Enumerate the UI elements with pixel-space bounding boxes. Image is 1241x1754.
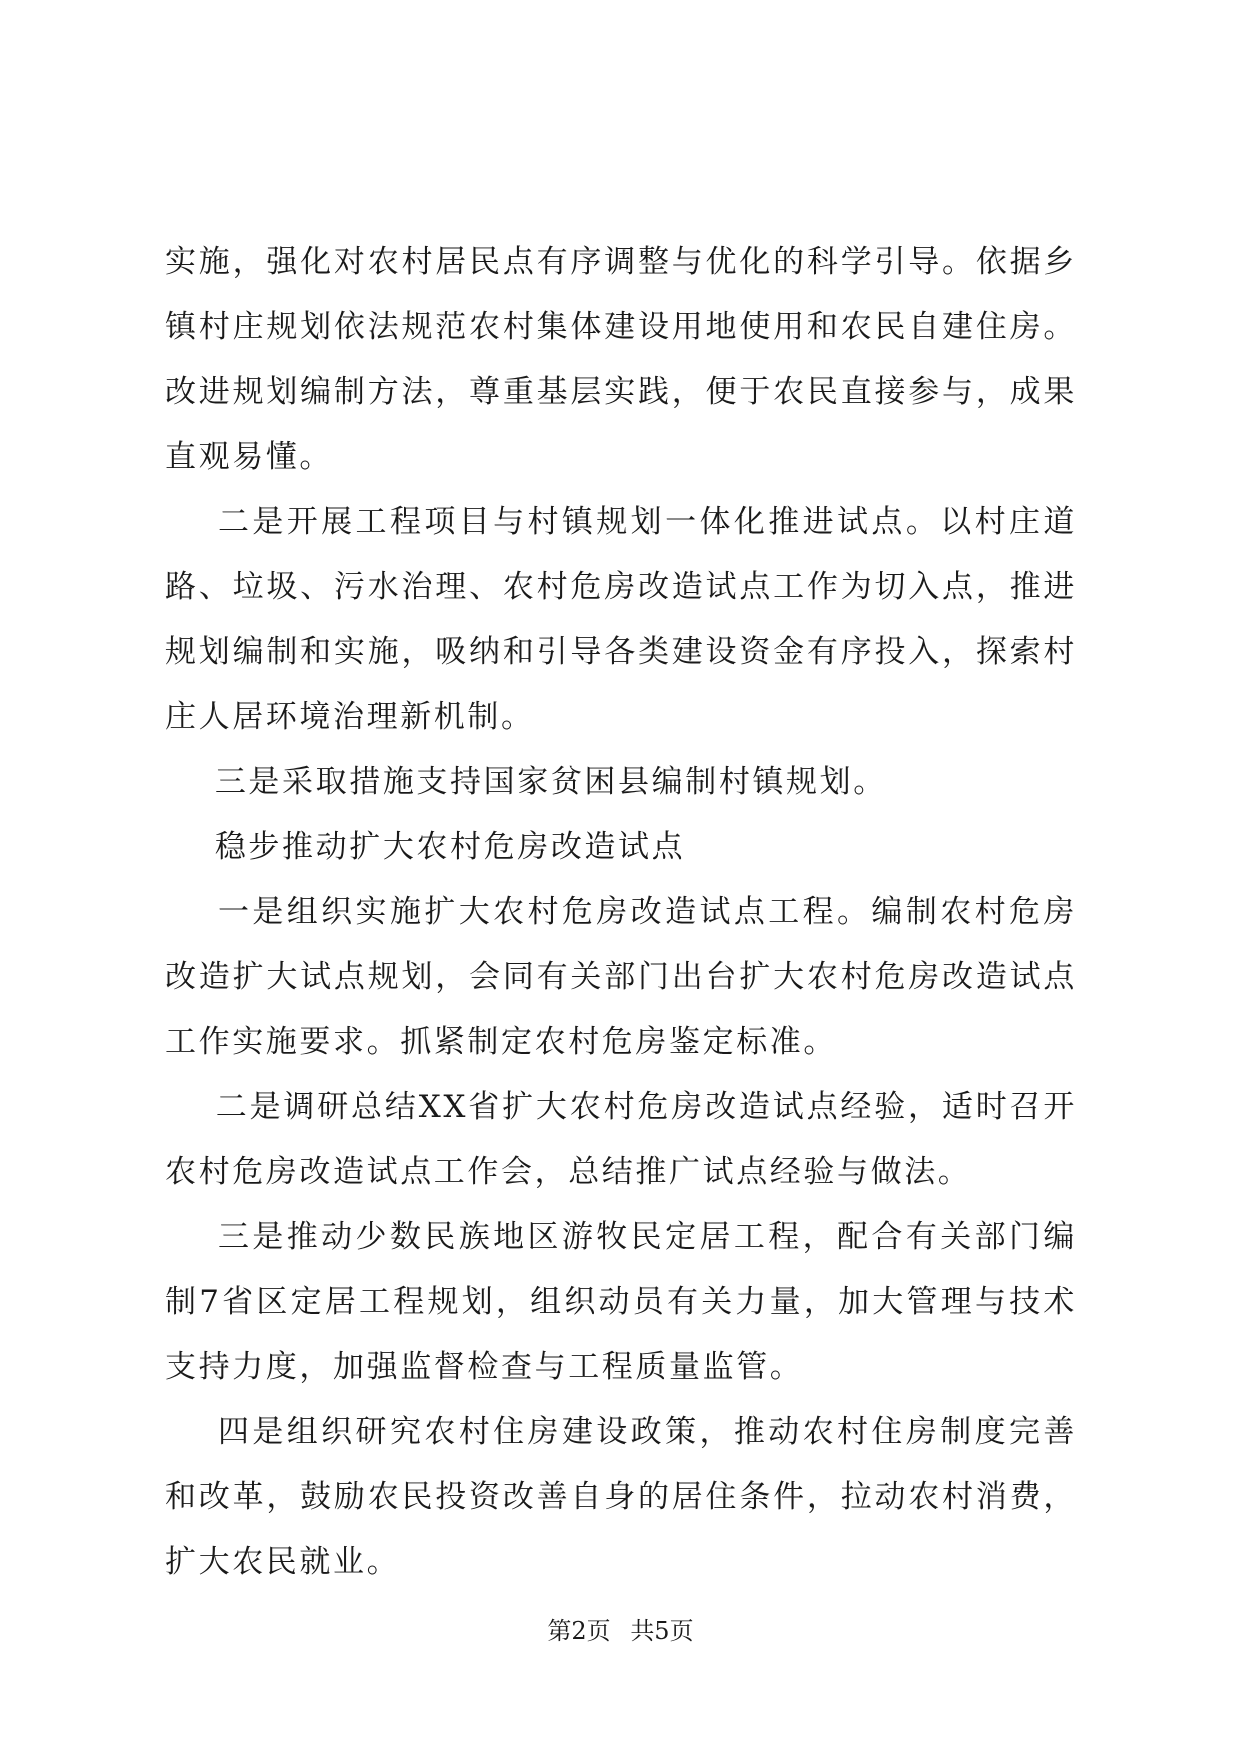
page-total: 共5页 (630, 1617, 694, 1645)
page-number: 第2页 (547, 1617, 611, 1645)
page-footer (0, 1616, 1241, 1646)
paragraph-3: 三是采取措施支持国家贫困县编制村镇规划。 (165, 764, 887, 800)
section-heading: 稳步推动扩大农村危房改造试点 (165, 829, 686, 865)
paragraph-5: 一是组织实施扩大农村危房改造试点工程。编制农村危房改造扩大试点规划，会同有关部门出台扩大农村危房改造试点工作实施要求。抓紧制定农村危房鉴定标准。 (165, 894, 1077, 1060)
paragraph-1: 实施，强化对农村居民点有序调整与优化的科学引导。依据乡镇村庄规划依法规范农村集体建设用地使用和农民自建住房。改进规划编制方法，尊重基层实践，便于农民直接参与，成果直观易懂。 (165, 244, 1077, 475)
document-body (165, 230, 1077, 1595)
paragraph-8: 四是组织研究农村住房建设政策，推动农村住房制度完善和改革，鼓励农民投资改善自身的居住条件，拉动农村消费，扩大农民就业。 (165, 1414, 1077, 1580)
paragraph-7: 三是推动少数民族地区游牧民定居工程，配合有关部门编制7省区定居工程规划，组织动员有关力量，加大管理与技术支持力度，加强监督检查与工程质量监管。 (165, 1219, 1077, 1385)
paragraph-2: 二是开展工程项目与村镇规划一体化推进试点。以村庄道路、垃圾、污水治理、农村危房改造试点工作为切入点，推进规划编制和实施，吸纳和引导各类建设资金有序投入，探索村庄人居环境治理新机制。 (165, 504, 1077, 735)
paragraph-6: 二是调研总结XX省扩大农村危房改造试点经验，适时召开农村危房改造试点工作会，总结推广试点经验与做法。 (165, 1089, 1077, 1190)
